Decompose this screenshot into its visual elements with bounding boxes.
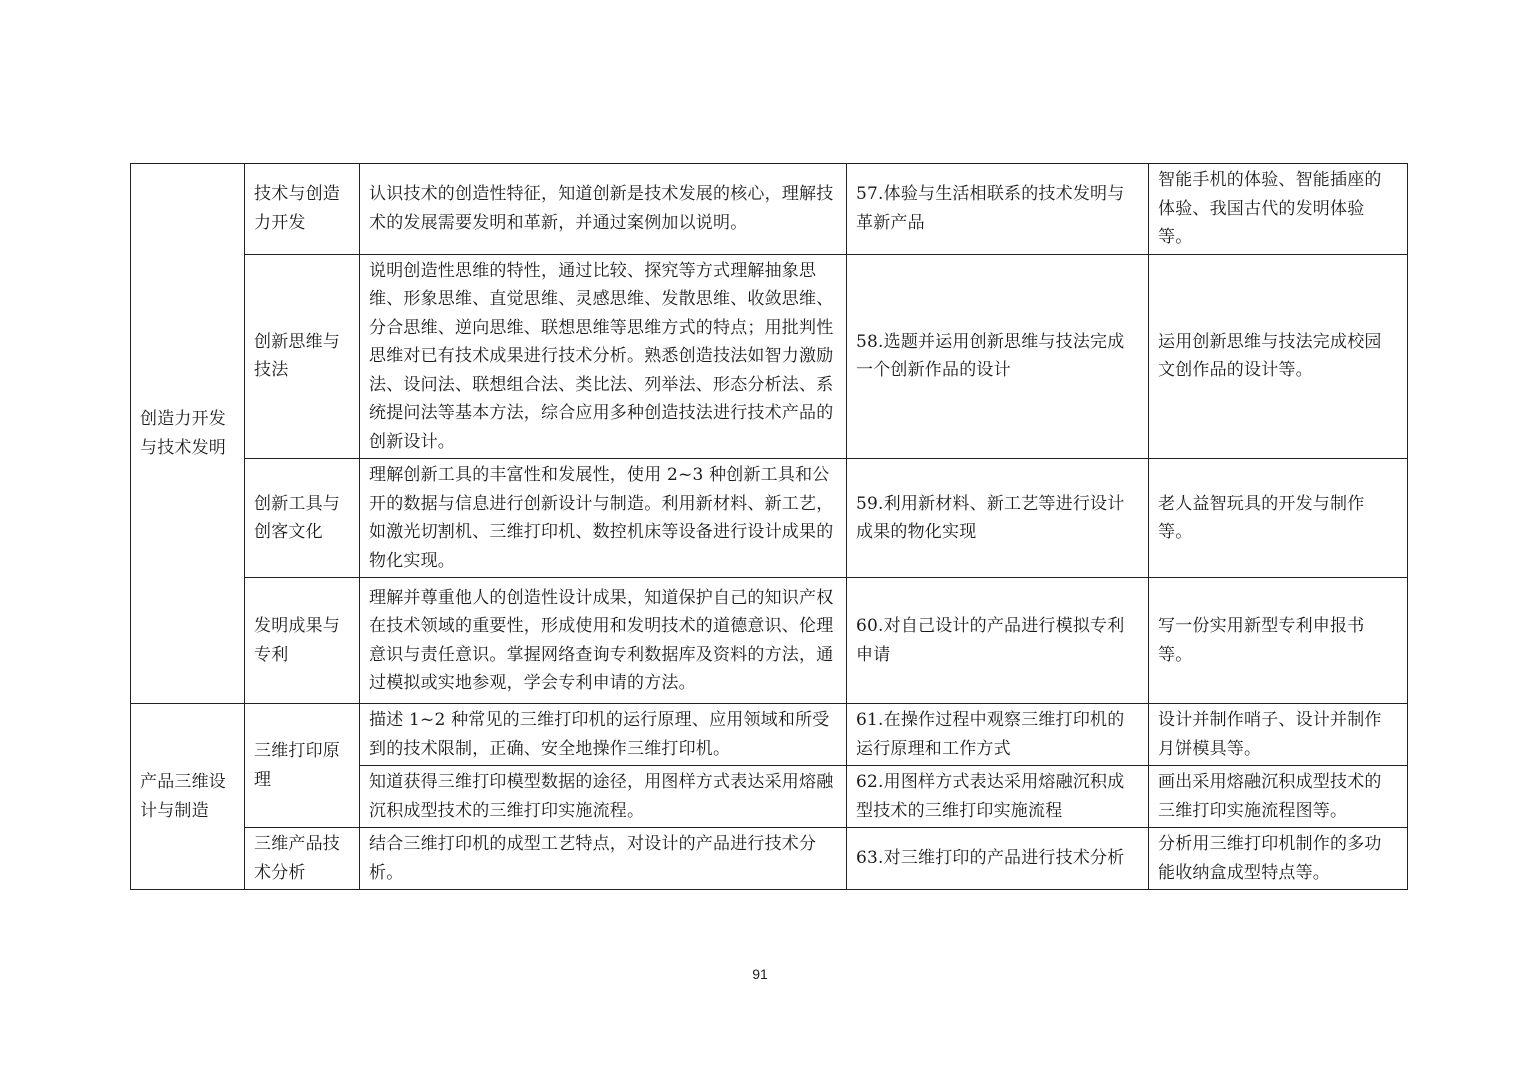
topic-cell: 创新工具与创客文化 (245, 459, 360, 578)
example-cell: 运用创新思维与技法完成校园文创作品的设计等。 (1149, 254, 1408, 459)
activity-cell: 58.选题并运用创新思维与技法完成一个创新作品的设计 (847, 254, 1149, 459)
category-cell: 创造力开发与技术发明 (131, 164, 245, 704)
example-cell: 智能手机的体验、智能插座的体验、我国古代的发明体验等。 (1149, 164, 1408, 255)
example-cell: 分析用三维打印机制作的多功能收纳盒成型特点等。 (1149, 828, 1408, 890)
table-row (131, 578, 1408, 704)
topic-cell: 发明成果与专利 (245, 578, 360, 704)
table-row (131, 254, 1408, 459)
category-cell: 产品三维设计与制造 (131, 704, 245, 890)
page-number: 91 (752, 966, 768, 982)
activity-cell: 60.对自己设计的产品进行模拟专利申请 (847, 578, 1149, 704)
table-row (131, 828, 1408, 890)
requirement-cell: 描述 1~2 种常见的三维打印机的运行原理、应用领域和所受到的技术限制，正确、安全地操作三维打印机。 (360, 704, 847, 766)
requirement-cell: 认识技术的创造性特征，知道创新是技术发展的核心，理解技术的发展需要发明和革新，并通过案例加以说明。 (360, 164, 847, 255)
requirement-cell: 理解并尊重他人的创造性设计成果，知道保护自己的知识产权在技术领域的重要性，形成使用和发明技术的道德意识、伦理意识与责任意识。掌握网络查询专利数据库及资料的方法，通过模拟或实地参观，学会专利申请的方法。 (360, 578, 847, 704)
requirement-cell: 说明创造性思维的特性，通过比较、探究等方式理解抽象思维、形象思维、直觉思维、灵感思维、发散思维、收敛思维、分合思维、逆向思维、联想思维等思维方式的特点；用批判性思维对已有技术成果进行技术分析。熟悉创造技法如智力激励法、设问法、联想组合法、类比法、列举法、形态分析法、系统提问法等基本方法，综合应用多种创造技法进行技术产品的创新设计。 (360, 254, 847, 459)
requirement-cell: 结合三维打印机的成型工艺特点，对设计的产品进行技术分析。 (360, 828, 847, 890)
curriculum-table (130, 163, 1408, 890)
activity-cell: 61.在操作过程中观察三维打印机的运行原理和工作方式 (847, 704, 1149, 766)
topic-cell: 技术与创造力开发 (245, 164, 360, 255)
table-row (131, 164, 1408, 255)
topic-cell: 三维打印原理 (245, 704, 360, 828)
activity-cell: 57.体验与生活相联系的技术发明与革新产品 (847, 164, 1149, 255)
example-cell: 设计并制作哨子、设计并制作月饼模具等。 (1149, 704, 1408, 766)
example-cell: 画出采用熔融沉积成型技术的三维打印实施流程图等。 (1149, 766, 1408, 828)
example-cell: 老人益智玩具的开发与制作等。 (1149, 459, 1408, 578)
topic-cell: 三维产品技术分析 (245, 828, 360, 890)
table-row (131, 704, 1408, 766)
example-cell: 写一份实用新型专利申报书等。 (1149, 578, 1408, 704)
activity-cell: 62.用图样方式表达采用熔融沉积成型技术的三维打印实施流程 (847, 766, 1149, 828)
topic-cell: 创新思维与技法 (245, 254, 360, 459)
activity-cell: 59.利用新材料、新工艺等进行设计成果的物化实现 (847, 459, 1149, 578)
requirement-cell: 理解创新工具的丰富性和发展性，使用 2~3 种创新工具和公开的数据与信息进行创新设计与制造。利用新材料、新工艺，如激光切割机、三维打印机、数控机床等设备进行设计成果的物化实现。 (360, 459, 847, 578)
activity-cell: 63.对三维打印的产品进行技术分析 (847, 828, 1149, 890)
table-row (131, 459, 1408, 578)
requirement-cell: 知道获得三维打印模型数据的途径，用图样方式表达采用熔融沉积成型技术的三维打印实施流程。 (360, 766, 847, 828)
